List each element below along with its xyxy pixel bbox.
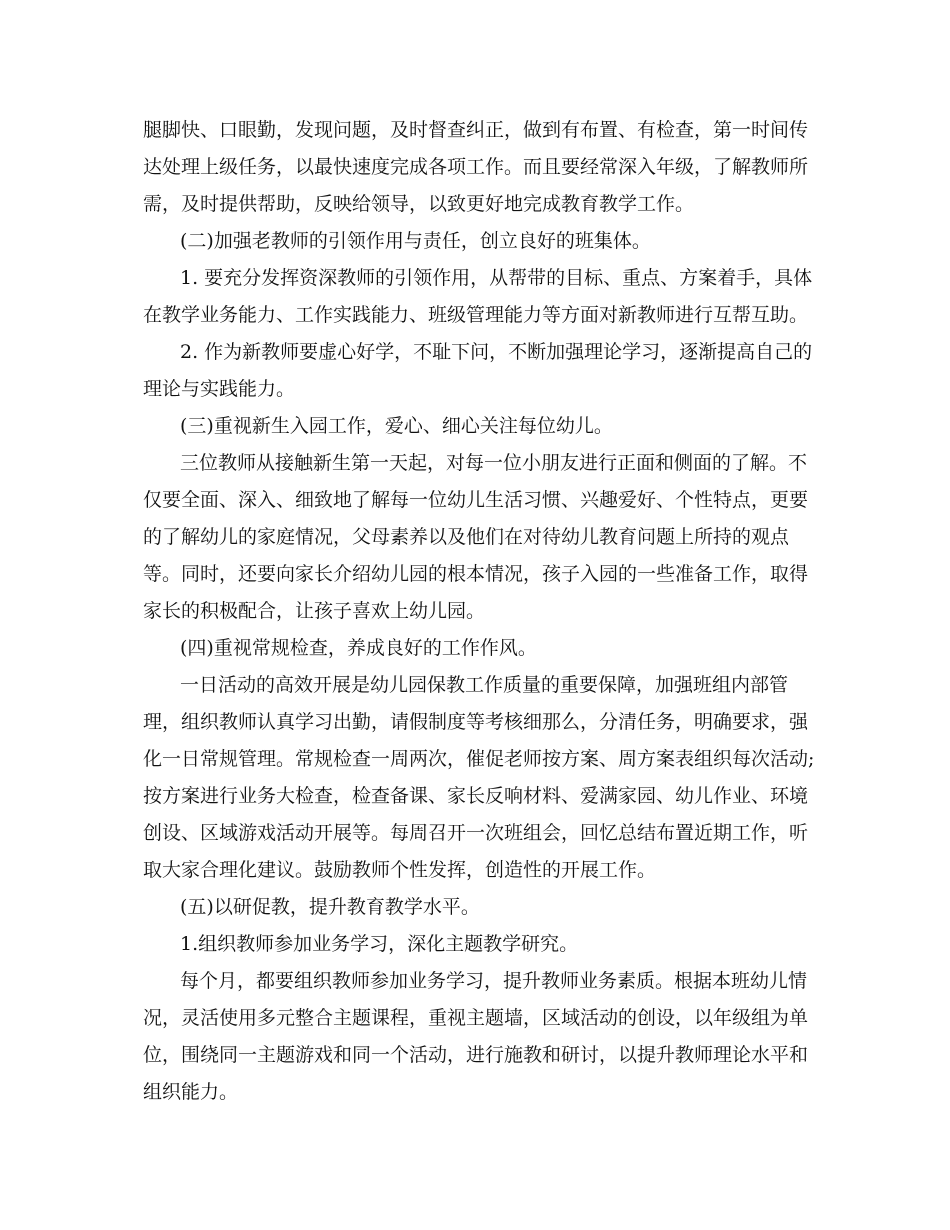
text-line: 达处理上级任务，以最快速度完成各项工作。而且要经常深入年级，了解教师所: [143, 156, 809, 178]
text-line: 家长的积极配合，让孩子喜欢上幼儿园。: [143, 600, 486, 622]
text-line: 腿脚快、口眼勤，发现问题，及时督查纠正，做到有布置、有检查，第一时间传: [143, 119, 809, 141]
section-heading: (四)重视常规检查，养成良好的工作作风。: [180, 637, 537, 659]
section-heading: (二)加强老教师的引领作用与责任，创立良好的班集体。: [180, 230, 651, 252]
text-line: 1. 要充分发挥资深教师的引领作用，从帮带的目标、重点、方案着手，具体: [180, 267, 813, 289]
section-heading: (三)重视新生入园工作，爱心、细心关注每位幼儿。: [180, 415, 613, 437]
text-line: 每个月，都要组织教师参加业务学习，提升教师业务素质。根据本班幼儿情: [180, 970, 808, 992]
text-line: 等。同时，还要向家长介绍幼儿园的根本情况，孩子入园的一些准备工作，取得: [143, 563, 809, 585]
text-line: 需，及时提供帮助，反映给领导，以致更好地完成教育教学工作。: [143, 193, 695, 215]
text-line: 创设、区域游戏活动开展等。每周召开一次班组会，回忆总结布置近期工作，听: [143, 822, 809, 844]
text-line: 在教学业务能力、工作实践能力、班级管理能力等方面对新教师进行互帮互助。: [143, 304, 809, 326]
text-line: 理，组织教师认真学习出勤，请假制度等考核细那么，分清任务，明确要求，强: [143, 711, 809, 733]
text-line: 况，灵活使用多元整合主题课程，重视主题墙，区域活动的创设，以年级组为单: [143, 1007, 809, 1029]
text-line: 按方案进行业务大检查，检查备课、家长反响材料、爱满家园、幼儿作业、环境: [143, 785, 809, 807]
text-line: 仅要全面、深入、细致地了解每一位幼儿生活习惯、兴趣爱好、个性特点，更要: [143, 489, 809, 511]
section-heading: (五)以研促教，提升教育教学水平。: [180, 896, 480, 918]
text-line: 三位教师从接触新生第一天起，对每一位小朋友进行正面和侧面的了解。不: [180, 452, 808, 474]
text-line: 位，围绕同一主题游戏和同一个活动，进行施教和研讨，以提升教师理论水平和: [143, 1044, 809, 1066]
text-line: 的了解幼儿的家庭情况，父母素养以及他们在对待幼儿教育问题上所持的观点: [143, 526, 790, 548]
subsection-heading: 1.组织教师参加业务学习，深化主题教学研究。: [180, 933, 579, 955]
text-line: 一日活动的高效开展是幼儿园保教工作质量的重要保障，加强班组内部管: [180, 674, 789, 696]
text-line: 取大家合理化建议。鼓励教师个性发挥，创造性的开展工作。: [143, 859, 657, 881]
text-line: 化一日常规管理。常规检查一周两次，催促老师按方案、周方案表组织每次活动;: [143, 748, 815, 770]
text-line: 理论与实践能力。: [143, 378, 296, 400]
text-line: 2. 作为新教师要虚心好学，不耻下问，不断加强理论学习，逐渐提高自己的: [180, 341, 813, 363]
text-line: 组织能力。: [143, 1081, 239, 1103]
